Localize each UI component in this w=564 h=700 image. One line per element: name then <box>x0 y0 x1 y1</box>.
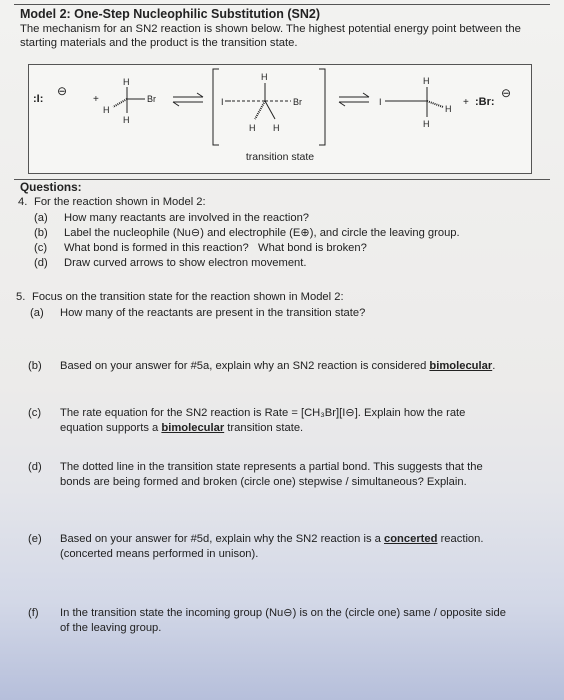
h-right-ts: H <box>273 123 280 133</box>
equilibrium-arrow-1 <box>173 93 203 106</box>
q4b-text: Label the nucleophile (Nu⊖) and electrophile (E⊕), and circle the leaving group. <box>64 227 460 239</box>
reactant-plus: + <box>93 94 99 105</box>
q5-number: 5. <box>16 291 26 303</box>
q5c-label: (c) <box>28 407 42 419</box>
h-bottom-2: H <box>423 119 430 129</box>
iodide-charge: ⊖ <box>57 84 68 98</box>
q5d-label: (d) <box>28 461 42 473</box>
bromide-charge: ⊖ <box>501 86 512 100</box>
iodide-label: :I: <box>33 93 44 105</box>
q4b-label: (b) <box>34 227 48 239</box>
equilibrium-arrow-2 <box>339 93 369 106</box>
q4a <box>34 211 554 225</box>
q5d <box>28 460 558 490</box>
transition-state-label: transition state <box>245 151 315 163</box>
q5b <box>28 359 558 373</box>
q4-text: For the reaction shown in Model 2: <box>34 196 206 208</box>
q5-text: Focus on the transition state for the reaction shown in Model 2: <box>32 291 344 303</box>
transition-state <box>213 69 325 145</box>
q5e-line2: (concerted means performed in unison). <box>60 548 259 560</box>
q4a-label: (a) <box>34 212 48 224</box>
q4-number: 4. <box>18 196 28 208</box>
methyl-bromide <box>103 77 156 125</box>
q5e-line1-end: reaction. <box>437 533 484 545</box>
q5c-line2-end: transition state. <box>224 422 304 434</box>
q5b-text: Based on your answer for #5a, explain why an SN2 reaction is considered <box>60 360 430 372</box>
questions-heading: Questions: <box>20 180 82 194</box>
q4d-label: (d) <box>34 257 48 269</box>
q5f-line1: In the transition state the incoming group (Nu⊖) is on the (circle one) same / opposite side <box>60 607 506 619</box>
bromide-product: :Br: <box>475 96 495 108</box>
h-bottom-1: H <box>123 115 130 125</box>
q5c-keyword: bimolecular <box>161 422 225 434</box>
q5d-line1: The dotted line in the transition state represents a partial bond. This suggests that the <box>60 461 483 473</box>
q5f-line2: of the leaving group. <box>60 622 162 634</box>
q4c <box>34 241 554 255</box>
q5c-line2: equation supports a <box>60 422 162 434</box>
q5e-label: (e) <box>28 533 42 545</box>
q5a-text: How many of the reactants are present in the transition state? <box>60 307 366 319</box>
q4c-label: (c) <box>34 242 48 254</box>
methyl-iodide <box>379 76 452 129</box>
q5d-line2: bonds are being formed and broken (circle one) stepwise / simultaneous? Explain. <box>60 476 467 488</box>
model-intro: The mechanism for an SN2 reaction is shown below. The highest potential energy point between the starting materials and the product is the transition state. <box>20 23 521 49</box>
section-rule <box>14 179 550 180</box>
reaction-scheme <box>28 64 532 174</box>
q5a <box>30 306 550 320</box>
q4d <box>34 256 554 270</box>
q5 <box>16 290 546 304</box>
h-left-ts: H <box>249 123 256 133</box>
h-right-2: H <box>445 104 452 114</box>
h-left-1: H <box>103 105 110 115</box>
q5f-label: (f) <box>28 607 39 619</box>
q5c-line1: The rate equation for the SN2 reaction is Rate = [CH₃Br][I⊖]. Explain how the rate <box>60 407 466 419</box>
q5b-label: (b) <box>28 360 42 372</box>
q4c-text: What bond is formed in this reaction? What bond is broken? <box>64 242 367 254</box>
product-plus: + <box>463 97 469 108</box>
q5e-line1: Based on your answer for #5d, explain why the SN2 reaction is a <box>60 533 384 545</box>
q4d-text: Draw curved arrows to show electron movement. <box>64 257 307 269</box>
h-top-2: H <box>423 76 430 86</box>
q5f <box>28 606 562 636</box>
top-rule <box>14 4 550 5</box>
br-reactant: Br <box>147 94 156 104</box>
q5a-label: (a) <box>30 307 44 319</box>
h-top-1: H <box>123 77 130 87</box>
q5c <box>28 406 558 436</box>
q4 <box>18 195 548 209</box>
i-ts: I <box>221 97 224 107</box>
model-title: Model 2: One-Step Nucleophilic Substitution (SN2) <box>20 7 321 21</box>
br-ts: Br <box>293 97 302 107</box>
h-top-ts: H <box>261 72 268 82</box>
q4a-text: How many reactants are involved in the reaction? <box>64 212 310 224</box>
q5e <box>28 532 558 562</box>
i-product: I <box>379 97 382 107</box>
q4b <box>34 226 558 240</box>
q5e-keyword: concerted <box>384 533 438 545</box>
q5b-keyword: bimolecular <box>429 360 493 372</box>
q5b-end: . <box>492 360 496 372</box>
